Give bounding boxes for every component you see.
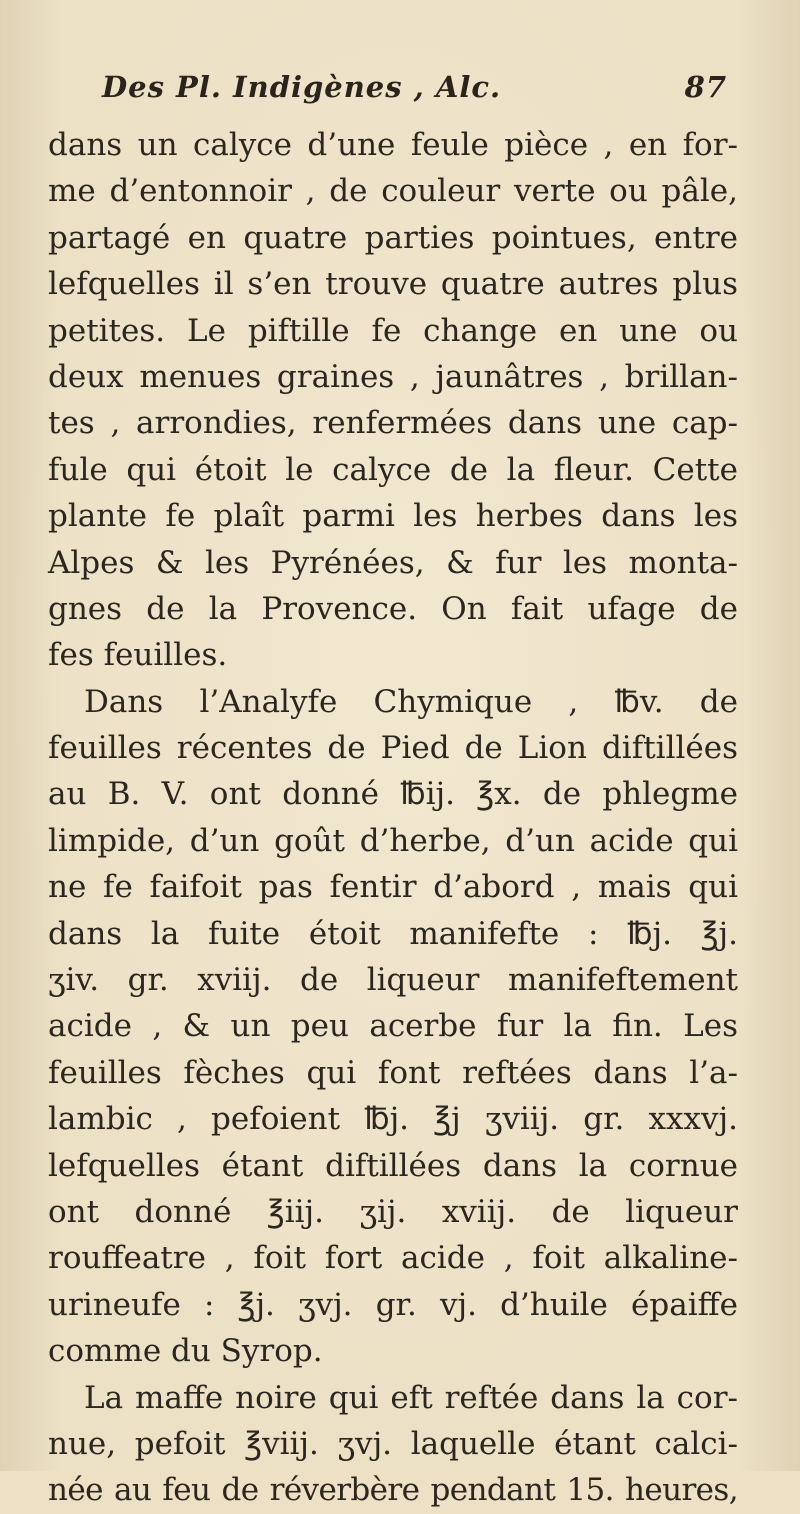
text-line: dans un calyce d’une feule pièce , en for-: [48, 127, 738, 163]
text-line: lefquelles il s’en trouve quatre autres plus: [48, 266, 738, 303]
body-text: [48, 122, 738, 1514]
text-line: lefquelles étant diftillées dans la cornue: [48, 1147, 738, 1184]
text-line: feuilles fèches qui font reftées dans l’a-: [48, 1054, 738, 1091]
text-line: partagé en quatre parties pointues, entre: [48, 219, 738, 256]
running-head: [102, 70, 727, 118]
page-number: 87: [684, 70, 727, 104]
text-line: acide , & un peu acerbe fur la fin. Les: [48, 1008, 738, 1045]
text-line: dans la fuite étoit manifefte : ℔j. ℥j.: [48, 915, 738, 952]
text-line: limpide, d’un goût d’herbe, d’un acide qui: [48, 822, 738, 859]
text-line: au B. V. ont donné ℔ij. ℥x. de phlegme: [48, 776, 738, 813]
text-line: petites. Le piftille fe change en une ou: [48, 312, 738, 349]
text-line: nue, pefoit ℥viij. ʒvj. laquelle étant calci-: [48, 1425, 738, 1462]
text-line: La maffe noire qui eft reftée dans la cor-: [84, 1379, 738, 1416]
text-line: gnes de la Provence. On fait ufage de: [48, 590, 738, 627]
text-line: ʒiv. gr. xviij. de liqueur manifeftement: [48, 962, 738, 999]
text-line: rouffeatre , foit fort acide , foit alkaline-: [48, 1240, 738, 1277]
text-line: née au feu de réverbère pendant 15. heures,: [48, 1472, 738, 1509]
text-line: Alpes & les Pyrénées, & fur les monta-: [48, 544, 738, 581]
text-line: deux menues graines , jaunâtres , brillan-: [48, 358, 738, 395]
text-line: comme du Syrop.: [48, 1333, 323, 1370]
text-line: ont donné ℥iij. ʒij. xviij. de liqueur: [48, 1193, 738, 1230]
text-line: fes feuilles.: [48, 637, 228, 674]
text-line: Dans l’Analyfe Chymique , ℔v. de: [84, 683, 738, 720]
text-line: tes , arrondies, renfermées dans une cap-: [48, 405, 738, 442]
text-line: me d’entonnoir , de couleur verte ou pâle,: [48, 173, 738, 210]
text-line: fule qui étoit le calyce de la fleur. Cette: [48, 451, 738, 488]
text-line: lambic , pefoient ℔j. ℥j ʒviij. gr. xxxvj.: [48, 1101, 738, 1138]
text-line: urineufe : ℥j. ʒvj. gr. vj. d’huile épaiffe: [48, 1286, 738, 1323]
running-head-title: Des Pl. Indigènes , Alc.: [102, 70, 502, 104]
text-line: feuilles récentes de Pied de Lion diftillées: [48, 730, 738, 767]
text-line: ne fe faifoit pas fentir d’abord , mais qui: [48, 869, 738, 906]
text-line: plante fe plaît parmi les herbes dans les: [48, 498, 738, 535]
